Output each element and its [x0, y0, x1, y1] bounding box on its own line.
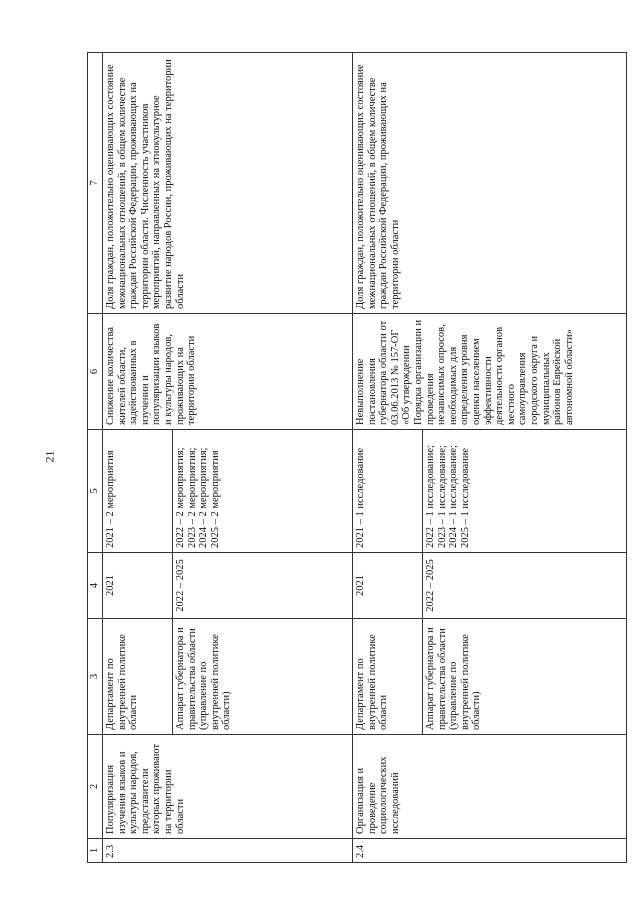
row-number: 2.4	[353, 839, 627, 863]
indicator-cell: Доля граждан, положительно оценивающих состояние межнациональных отношений, в общем количестве граждан Российской Федерации, проживающих на территории области	[353, 53, 627, 314]
program-table	[87, 52, 627, 863]
table-row	[353, 53, 423, 863]
result-cell: 2022 – 2 мероприятия; 2023 – 2 мероприятия; 2024 – 2 мероприятия; 2025 – 2 мероприятия	[173, 430, 353, 553]
header-row	[88, 53, 103, 863]
consequence-cell: Снижение количества жителей области, задействованных в изучении и популяризации языков и культуры народов, проживающих на территории области	[103, 314, 353, 430]
activity-cell: Организация и проведение социологических исследований	[353, 735, 627, 839]
activity-cell: Популяризация изучения языков и культуры народов, представители которых проживают на территории области	[103, 735, 353, 839]
period-cell: 2021	[103, 553, 173, 619]
header-col-2: 2	[88, 735, 103, 839]
result-cell: 2021 – 1 исследование	[353, 430, 423, 553]
indicator-cell: Доля граждан, положительно оценивающих состояние межнациональных отношений, в общем количестве граждан Российской Федерации, проживающих на территории области. Численность участников мероприятий, направленных на этнокультурное развитие народов России, проживающих на территории области	[103, 53, 353, 314]
result-cell: 2022 – 1 исследование; 2023 – 1 исследование; 2024 – 1 исследование; 2025 – 1 исследование	[423, 430, 627, 553]
header-col-4: 4	[88, 553, 103, 619]
period-cell: 2021	[353, 553, 423, 619]
executor-cell: Департамент по внутренней политике области	[353, 619, 423, 735]
period-cell: 2022 – 2025	[423, 553, 627, 619]
header-col-5: 5	[88, 430, 103, 553]
executor-cell: Департамент по внутренней политике области	[103, 619, 173, 735]
executor-cell: Аппарат губернатора и правительства области (управление по внутренней политике области)	[423, 619, 627, 735]
period-cell: 2022 – 2025	[173, 553, 353, 619]
result-cell: 2021 – 2 мероприятия	[103, 430, 173, 553]
page-number: 21	[42, 450, 57, 463]
header-col-1: 1	[88, 839, 103, 863]
header-col-7: 7	[88, 53, 103, 314]
executor-cell: Аппарат губернатора и правительства области (управление по внутренней политике области)	[173, 619, 353, 735]
row-number: 2.3	[103, 839, 353, 863]
table-row	[103, 53, 173, 863]
header-col-3: 3	[88, 619, 103, 735]
header-col-6: 6	[88, 314, 103, 430]
rotated-table-wrapper	[87, 53, 627, 863]
consequence-cell: Невыполнение постановления губернатора области от 03.06.2013 № 157-ОГ «Об утверждении Порядка организации и проведения независимых опросов, необходимых для определения уровня оценки населением эффективности деятельности органов местного самоуправления городского округа и муниципальных районов Еврейской автономной области»	[353, 314, 627, 430]
